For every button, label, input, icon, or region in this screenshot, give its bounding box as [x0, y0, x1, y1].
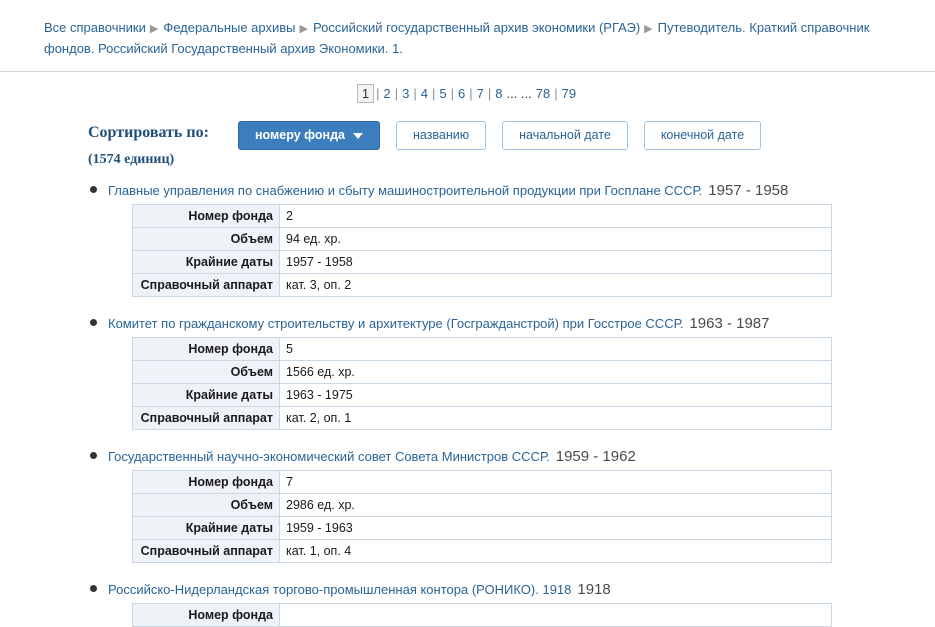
label-dates: Крайние даты	[133, 251, 280, 274]
table-row	[133, 604, 832, 627]
value-fond-number: 2	[280, 205, 832, 228]
fond-header	[108, 448, 935, 465]
chevron-down-icon	[353, 133, 363, 139]
pagination-page-78[interactable]: 78	[535, 86, 551, 101]
breadcrumb	[0, 0, 935, 65]
sort-by-name-button[interactable]: названию	[396, 121, 486, 150]
bullet-icon	[90, 319, 97, 326]
sort-by-fond-number-label: номеру фонда	[255, 128, 345, 142]
pagination-page-5[interactable]: 5	[439, 86, 447, 101]
pagination-ellipsis: ... ...	[506, 86, 532, 101]
value-dates: 1957 - 1958	[280, 251, 832, 274]
table-row	[133, 471, 832, 494]
value-dates: 1959 - 1963	[280, 517, 832, 540]
pagination-page-6[interactable]: 6	[458, 86, 466, 101]
bullet-icon	[90, 452, 97, 459]
breadcrumb-item-1[interactable]: Федеральные архивы	[163, 20, 296, 35]
value-volume: 94 ед. хр.	[280, 228, 832, 251]
results-count: (1574 единиц)	[88, 152, 175, 167]
pagination-separator: |	[469, 86, 473, 101]
list-item	[0, 448, 935, 563]
fond-details-table	[132, 470, 832, 563]
breadcrumb-separator-icon: ▶	[149, 23, 159, 35]
fond-list	[0, 168, 935, 627]
table-row	[133, 494, 832, 517]
list-item	[0, 581, 935, 627]
list-item	[0, 315, 935, 430]
table-row	[133, 338, 832, 361]
label-volume: Объем	[133, 361, 280, 384]
fond-details-table	[132, 204, 832, 297]
table-row	[133, 274, 832, 297]
pagination-separator: |	[376, 86, 380, 101]
breadcrumb-item-0[interactable]: Все справочники	[44, 20, 146, 35]
table-row	[133, 517, 832, 540]
pagination-current-page: 1	[357, 84, 374, 103]
bullet-icon	[90, 186, 97, 193]
fond-title-link[interactable]: Российско-Нидерландская торгово-промышленная контора (РОНИКО). 1918	[108, 582, 572, 597]
table-row	[133, 228, 832, 251]
table-row	[133, 205, 832, 228]
sort-bar	[0, 113, 935, 168]
pagination-separator: |	[394, 86, 399, 101]
table-row	[133, 384, 832, 407]
label-dates: Крайние даты	[133, 517, 280, 540]
value-apparatus: кат. 2, оп. 1	[280, 407, 832, 430]
fond-details-table	[132, 603, 832, 627]
fond-header	[108, 182, 935, 199]
pagination-page-8[interactable]: 8	[495, 86, 503, 101]
pagination-separator: |	[413, 86, 417, 101]
value-volume: 2986 ед. хр.	[280, 494, 832, 517]
sort-label-block	[88, 119, 238, 168]
sort-by-start-date-button[interactable]: начальной дате	[502, 121, 628, 150]
pagination-page-79[interactable]: 79	[561, 86, 577, 101]
fond-header	[108, 315, 935, 332]
value-fond-number: 5	[280, 338, 832, 361]
fond-header	[108, 581, 935, 598]
table-row	[133, 407, 832, 430]
breadcrumb-item-3[interactable]: Путеводитель. Краткий справочник фондов. Российский Государственный архив Экономики. 1.	[44, 20, 870, 56]
fond-years: 1963 - 1987	[689, 315, 770, 332]
label-dates: Крайние даты	[133, 384, 280, 407]
value-fond-number	[280, 604, 832, 627]
sort-buttons	[238, 119, 761, 150]
fond-years: 1959 - 1962	[555, 448, 636, 465]
sort-title: Сортировать по:	[88, 124, 209, 141]
label-apparatus: Справочный аппарат	[133, 274, 280, 297]
sort-by-fond-number-button[interactable]	[238, 121, 380, 150]
table-row	[133, 251, 832, 274]
label-fond-number: Номер фонда	[133, 604, 280, 627]
fond-details-table	[132, 337, 832, 430]
value-dates: 1963 - 1975	[280, 384, 832, 407]
sort-by-end-date-button[interactable]: конечной дате	[644, 121, 761, 150]
breadcrumb-item-2[interactable]: Российский государственный архив экономики (РГАЭ)	[312, 20, 641, 35]
pagination	[0, 72, 935, 113]
table-row	[133, 540, 832, 563]
table-row	[133, 361, 832, 384]
pagination-page-7[interactable]: 7	[476, 86, 484, 101]
fond-title-link[interactable]: Комитет по гражданскому строительству и архитектуре (Госгражданстрой) при Госстрое СССР.	[108, 316, 684, 331]
fond-title-link[interactable]: Главные управления по снабжению и сбыту машиностроительной продукции при Госплане СССР.	[108, 183, 703, 198]
label-apparatus: Справочный аппарат	[133, 407, 280, 430]
list-item	[0, 182, 935, 297]
value-fond-number: 7	[280, 471, 832, 494]
pagination-separator: |	[554, 86, 558, 101]
breadcrumb-separator-icon: ▶	[299, 23, 308, 35]
label-fond-number: Номер фонда	[133, 338, 280, 361]
fond-years: 1957 - 1958	[708, 182, 789, 199]
label-fond-number: Номер фонда	[133, 471, 280, 494]
pagination-page-3[interactable]: 3	[402, 86, 410, 101]
pagination-separator: |	[431, 86, 436, 101]
value-apparatus: кат. 1, оп. 4	[280, 540, 832, 563]
value-apparatus: кат. 3, оп. 2	[280, 274, 832, 297]
label-volume: Объем	[133, 494, 280, 517]
breadcrumb-separator-icon: ▶	[644, 23, 653, 35]
pagination-separator: |	[450, 86, 454, 101]
pagination-page-2[interactable]: 2	[383, 86, 391, 101]
label-fond-number: Номер фонда	[133, 205, 280, 228]
pagination-separator: |	[487, 86, 492, 101]
fond-title-link[interactable]: Государственный научно-экономический совет Совета Министров СССР.	[108, 449, 550, 464]
label-apparatus: Справочный аппарат	[133, 540, 280, 563]
value-volume: 1566 ед. хр.	[280, 361, 832, 384]
bullet-icon	[90, 585, 97, 592]
fond-years: 1918	[577, 581, 611, 598]
label-volume: Объем	[133, 228, 280, 251]
pagination-page-4[interactable]: 4	[420, 86, 428, 101]
